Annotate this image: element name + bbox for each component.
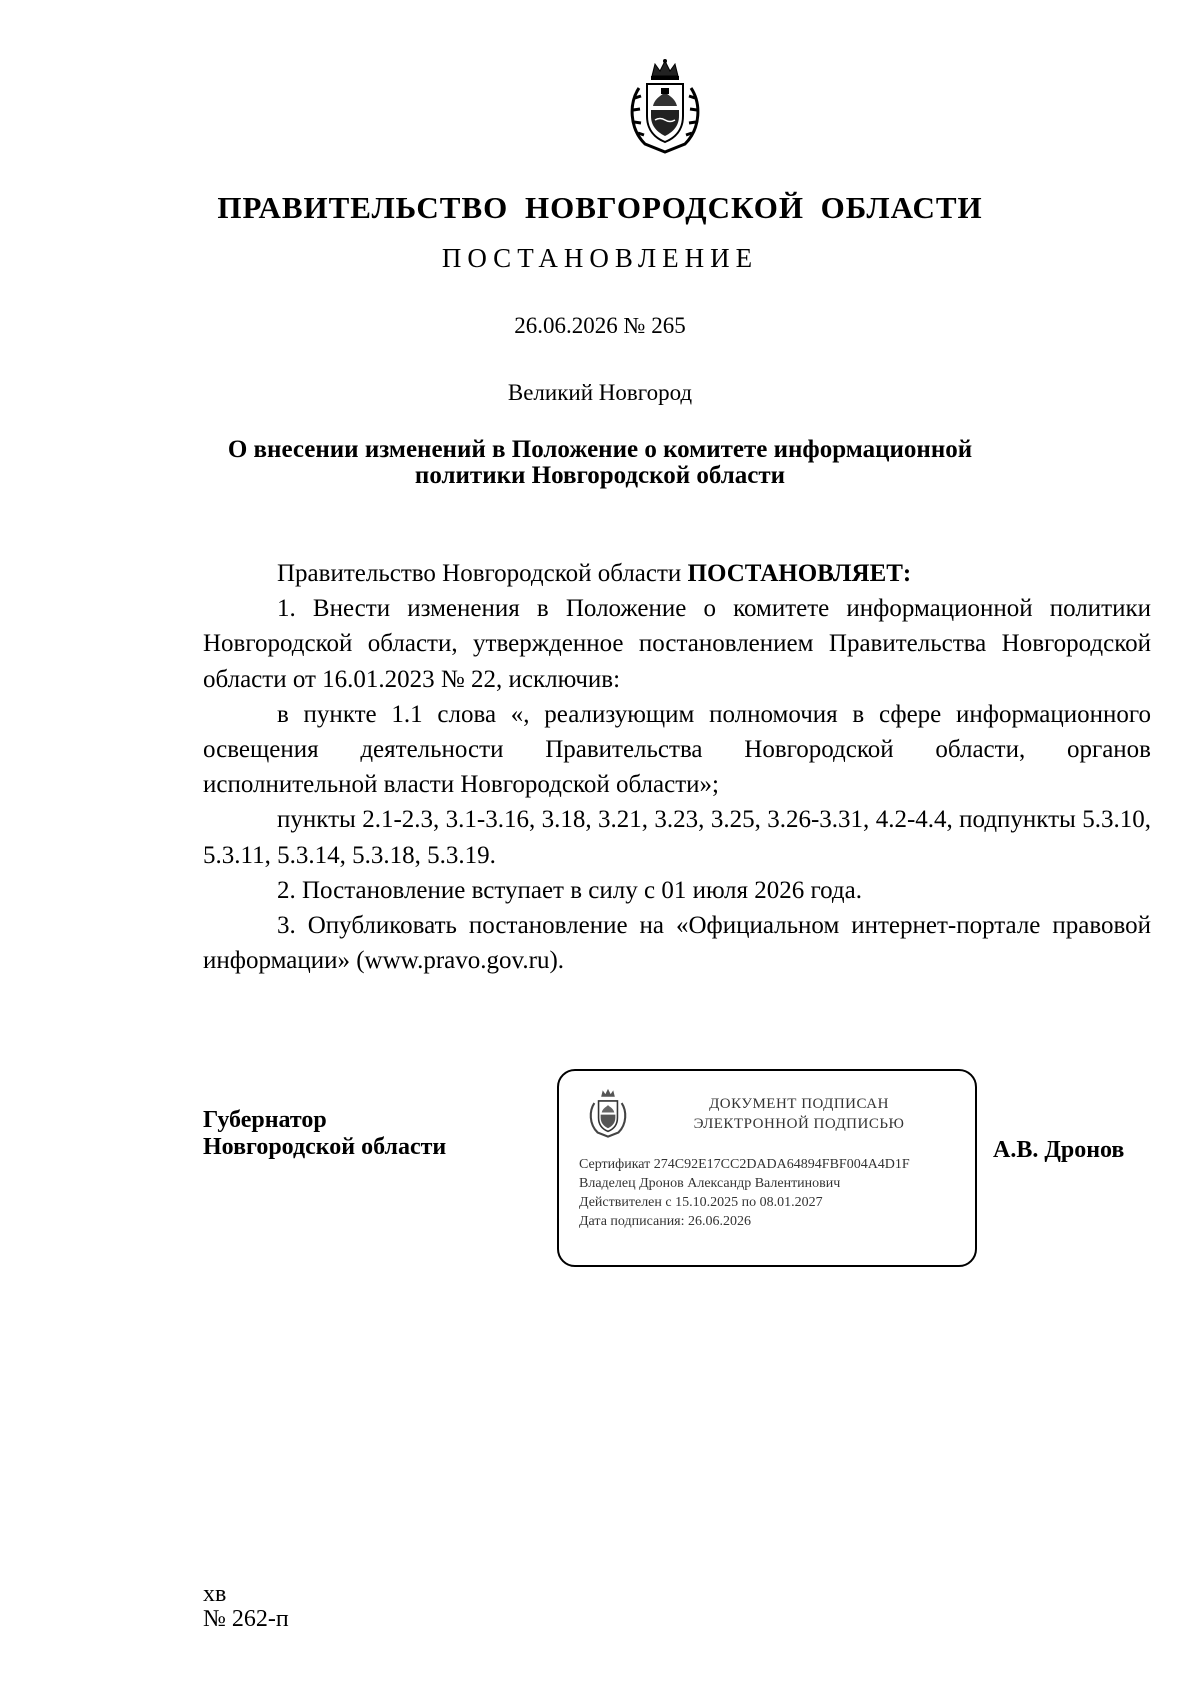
stamp-details	[579, 1155, 910, 1231]
city: Великий Новгород	[507, 380, 693, 405]
paragraph-1a: в пункте 1.1 слова «, реализующим полномочия в сфере информационного освещения деятельности Правительства Новгородской области, органов исполнительной власти Новгородской области»;	[203, 700, 1151, 799]
position-line-1: Губернатор	[203, 1107, 327, 1133]
date-number: 26.06.2026 № 265	[514, 313, 686, 338]
preamble	[203, 556, 1151, 591]
document-body	[203, 556, 1151, 978]
executor-initials: хв	[203, 1581, 227, 1607]
preamble-decree: ПОСТАНОВЛЯЕТ:	[687, 560, 912, 587]
paragraph-3: 3. Опубликовать постановление на «Официальном интернет-портале правовой информации» (www.pravo.gov.ru).	[203, 912, 1151, 975]
document-title	[0, 437, 1200, 489]
coat-of-arms-icon	[587, 1087, 629, 1139]
stamp-signed-date: Дата подписания: 26.06.2026	[579, 1214, 752, 1229]
coat-of-arms-icon	[625, 58, 705, 156]
stamp-header	[629, 1094, 969, 1134]
stamp-validity: Действителен с 15.10.2025 по 08.01.2027	[579, 1195, 823, 1210]
organization-name: ПРАВИТЕЛЬСТВО НОВГОРОДСКОЙ ОБЛАСТИ	[217, 190, 983, 225]
title-line-2: политики Новгородской области	[414, 462, 786, 489]
paragraph-1b: пункты 2.1-2.3, 3.1-3.16, 3.18, 3.21, 3.23, 3.25, 3.26-3.31, 4.2-4.4, подпункты 5.3.10, 5.3.11, 5.3.14, 5.3.18, 5.3.19.	[203, 806, 1151, 869]
document-type: ПОСТАНОВЛЕНИЕ	[441, 243, 759, 273]
stamp-header-line-2: ЭЛЕКТРОННОЙ ПОДПИСЬЮ	[693, 1116, 905, 1132]
stamp-certificate: Сертификат 274C92E17CC2DADA64894FBF004A4D1F	[579, 1157, 910, 1172]
stamp-owner: Владелец Дронов Александр Валентинович	[579, 1176, 841, 1191]
document-footer	[203, 1582, 289, 1632]
title-line-1: О внесении изменений в Положение о комитете информационной	[227, 436, 973, 463]
preamble-text: Правительство Новгородской области	[277, 560, 688, 587]
registration-number: № 262-п	[203, 1606, 289, 1632]
position-line-2: Новгородской области	[203, 1134, 447, 1160]
paragraph-2: 2. Постановление вступает в силу с 01 июля 2026 года.	[277, 876, 862, 904]
paragraph-1: 1. Внести изменения в Положение о комитете информационной политики Новгородской области, утвержденное постановлением Правительства Новгородской области от 16.01.2023 № 22, исключив:	[203, 595, 1151, 693]
electronic-signature-stamp	[557, 1069, 977, 1267]
signatory-position	[203, 1107, 446, 1161]
stamp-header-line-1: ДОКУМЕНТ ПОДПИСАН	[709, 1096, 889, 1112]
signer-name: А.В. Дронов	[993, 1137, 1125, 1163]
